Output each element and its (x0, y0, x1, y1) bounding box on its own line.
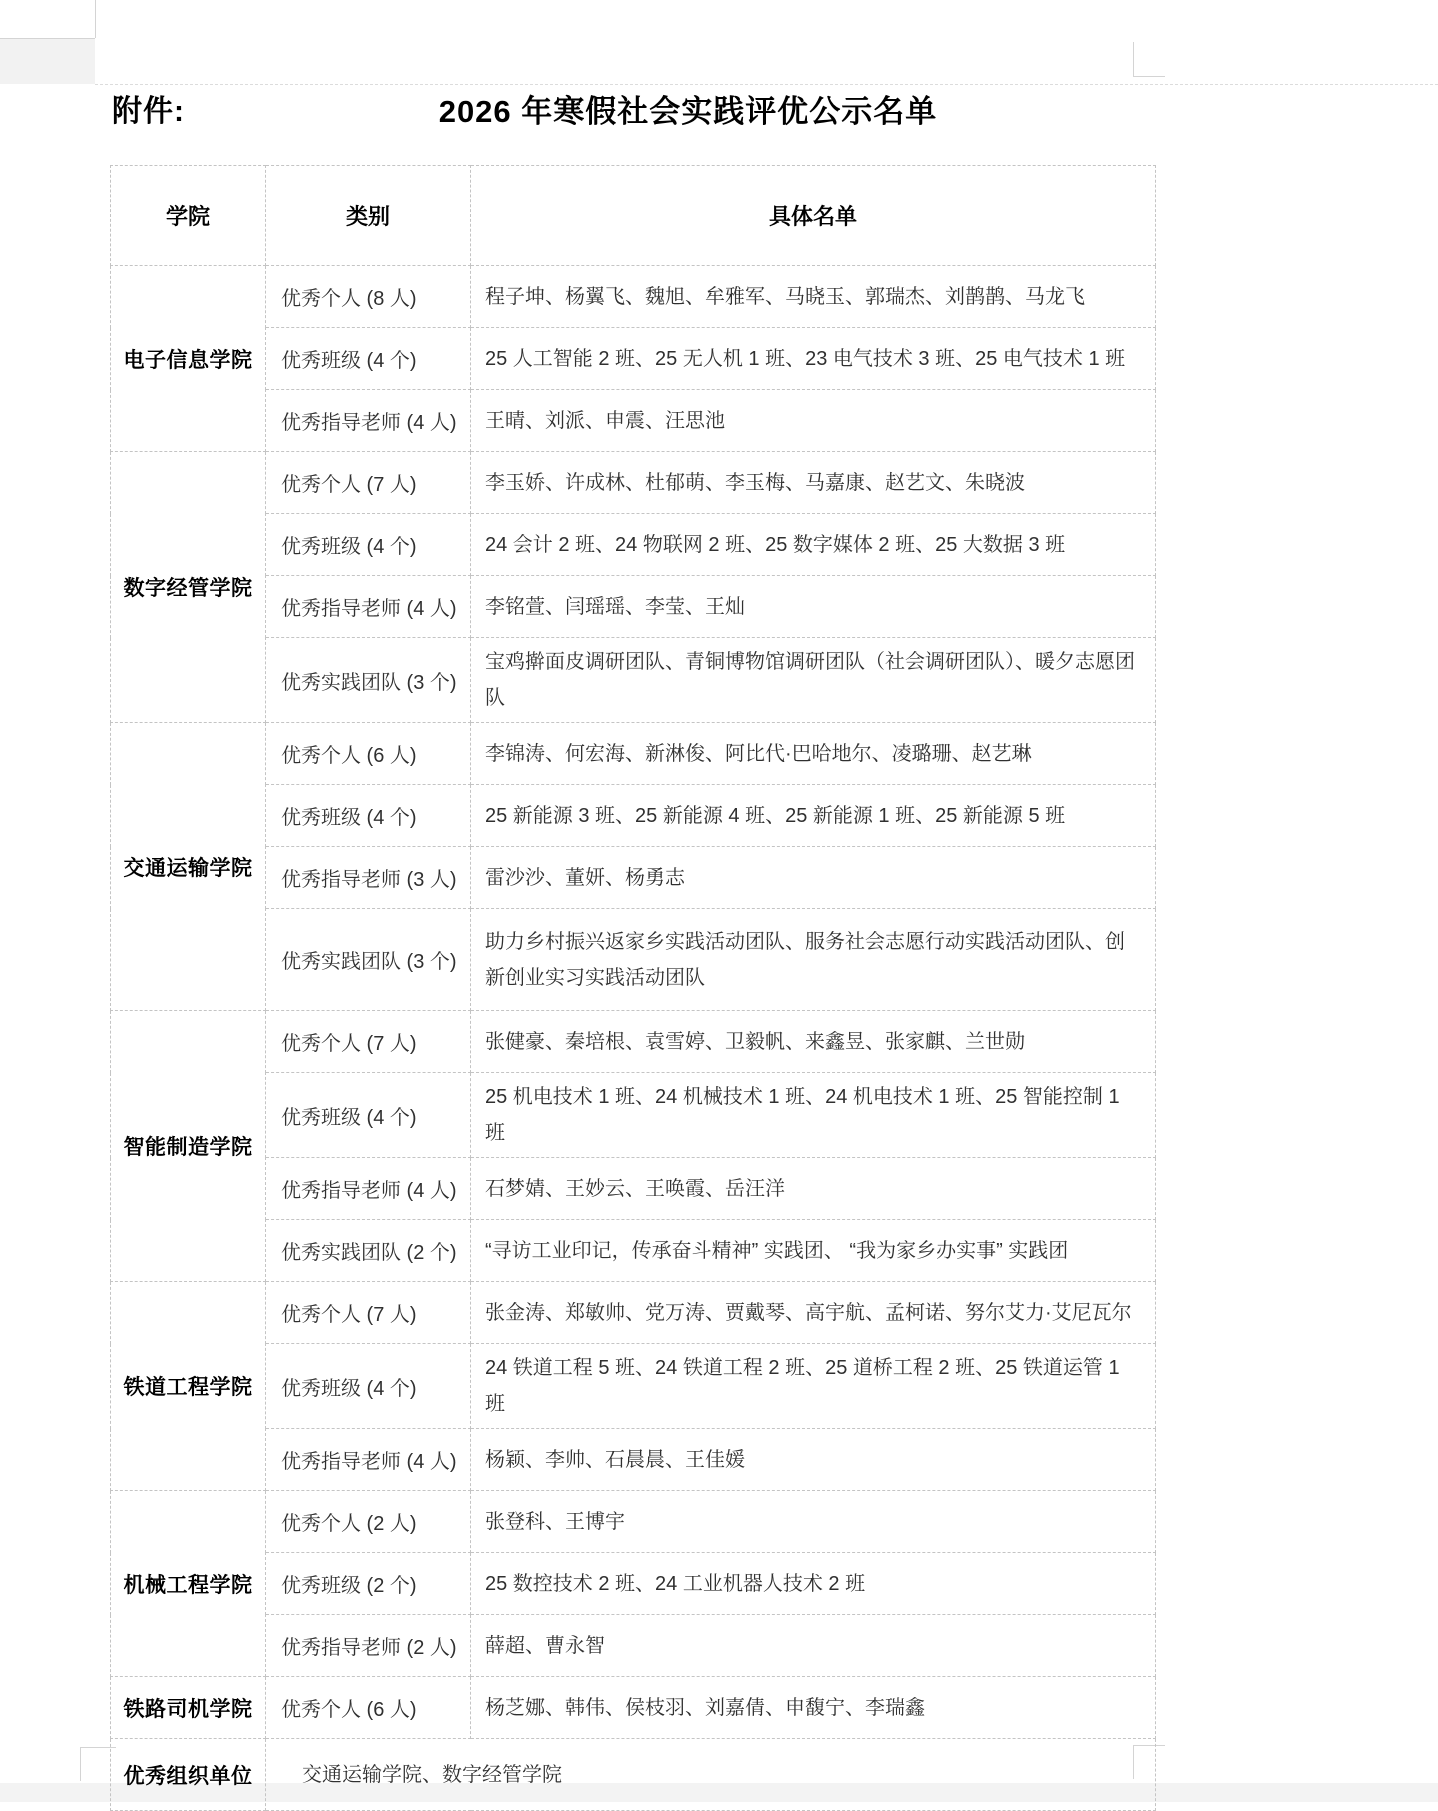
page-corner-mark (1133, 76, 1165, 77)
college-cell: 智能制造学院 (111, 1011, 266, 1282)
category-cell: 优秀指导老师 (3 人) (266, 847, 471, 909)
college-cell: 铁道工程学院 (111, 1282, 266, 1491)
table-row (111, 1429, 1156, 1491)
table-row (111, 1073, 1156, 1158)
detail-cell: 25 新能源 3 班、25 新能源 4 班、25 新能源 1 班、25 新能源 5 班 (471, 785, 1156, 847)
table-row (111, 576, 1156, 638)
text-boundary-line (95, 84, 1438, 85)
table-row (111, 1344, 1156, 1429)
category-cell: 优秀班级 (4 个) (266, 1344, 471, 1429)
detail-cell: 雷沙沙、董妍、杨勇志 (471, 847, 1156, 909)
category-cell: 优秀实践团队 (3 个) (266, 909, 471, 1011)
table-row (111, 1491, 1156, 1553)
detail-cell: 24 会计 2 班、24 物联网 2 班、25 数字媒体 2 班、25 大数据 3 班 (471, 514, 1156, 576)
detail-cell: 助力乡村振兴返家乡实践活动团队、服务社会志愿行动实践活动团队、创新创业实习实践活动团队 (471, 909, 1156, 1011)
footer-label-cell: 优秀组织单位 (111, 1739, 266, 1811)
doc-header (112, 86, 1135, 131)
table-row (111, 723, 1156, 785)
header-cell-detail: 具体名单 (471, 166, 1156, 266)
detail-cell: 石梦婧、王妙云、王唤霞、岳汪洋 (471, 1158, 1156, 1220)
header-cell-category: 类别 (266, 166, 471, 266)
category-cell: 优秀实践团队 (2 个) (266, 1220, 471, 1282)
category-cell: 优秀班级 (4 个) (266, 514, 471, 576)
table-row (111, 1282, 1156, 1344)
table-row (111, 390, 1156, 452)
category-cell: 优秀指导老师 (4 人) (266, 576, 471, 638)
attachment-label: 附件: (112, 95, 185, 128)
footer-detail-cell: 交通运输学院、数字经管学院 (266, 1739, 1156, 1811)
category-cell: 优秀班级 (4 个) (266, 328, 471, 390)
detail-cell: 杨颖、李帅、石晨晨、王佳媛 (471, 1429, 1156, 1491)
table-row (111, 847, 1156, 909)
category-cell: 优秀指导老师 (4 人) (266, 1429, 471, 1491)
table-row (111, 909, 1156, 1011)
category-cell: 优秀指导老师 (4 人) (266, 1158, 471, 1220)
table-header-row (111, 166, 1156, 266)
detail-cell: “寻访工业印记，传承奋斗精神” 实践团、 “我为家乡办实事” 实践团 (471, 1220, 1156, 1282)
table-row (111, 1615, 1156, 1677)
table-row (111, 1553, 1156, 1615)
detail-cell: 25 数控技术 2 班、24 工业机器人技术 2 班 (471, 1553, 1156, 1615)
page-gutter-top-left (0, 39, 95, 84)
category-cell: 优秀班级 (2 个) (266, 1553, 471, 1615)
category-cell: 优秀个人 (8 人) (266, 266, 471, 328)
page-corner-mark (0, 38, 95, 39)
table-row (111, 266, 1156, 328)
table-row (111, 785, 1156, 847)
college-cell: 电子信息学院 (111, 266, 266, 452)
category-cell: 优秀班级 (4 个) (266, 1073, 471, 1158)
detail-cell: 25 人工智能 2 班、25 无人机 1 班、23 电气技术 3 班、25 电气技术 1 班 (471, 328, 1156, 390)
detail-cell: 李锦涛、何宏海、新淋俊、阿比代·巴哈地尔、凌璐珊、赵艺琳 (471, 723, 1156, 785)
detail-cell: 张登科、王博宇 (471, 1491, 1156, 1553)
college-cell: 交通运输学院 (111, 723, 266, 1011)
college-cell: 机械工程学院 (111, 1491, 266, 1677)
category-cell: 优秀实践团队 (3 个) (266, 638, 471, 723)
category-cell: 优秀个人 (6 人) (266, 723, 471, 785)
table-row (111, 638, 1156, 723)
table-row (111, 328, 1156, 390)
category-cell: 优秀个人 (7 人) (266, 452, 471, 514)
category-cell: 优秀个人 (7 人) (266, 1282, 471, 1344)
category-cell: 优秀个人 (6 人) (266, 1677, 471, 1739)
detail-cell: 薛超、曹永智 (471, 1615, 1156, 1677)
table-row (111, 1158, 1156, 1220)
table-row (111, 1677, 1156, 1739)
detail-cell: 程子坤、杨翼飞、魏旭、牟雅军、马晓玉、郭瑞杰、刘鹊鹊、马龙飞 (471, 266, 1156, 328)
detail-cell: 25 机电技术 1 班、24 机械技术 1 班、24 机电技术 1 班、25 智能控制 1 班 (471, 1073, 1156, 1158)
detail-cell: 张健豪、秦培根、袁雪婷、卫毅帆、来鑫昱、张家麒、兰世勋 (471, 1011, 1156, 1073)
category-cell: 优秀指导老师 (2 人) (266, 1615, 471, 1677)
detail-cell: 李铭萱、闫瑶瑶、李莹、王灿 (471, 576, 1156, 638)
page-corner-mark (95, 0, 96, 38)
detail-cell: 宝鸡擀面皮调研团队、青铜博物馆调研团队（社会调研团队）、暖夕志愿团队 (471, 638, 1156, 723)
detail-cell: 王晴、刘派、申震、汪思池 (471, 390, 1156, 452)
category-cell: 优秀个人 (2 人) (266, 1491, 471, 1553)
page-corner-mark (1133, 42, 1134, 76)
page-corner-mark (80, 1747, 81, 1781)
category-cell: 优秀班级 (4 个) (266, 785, 471, 847)
table-row (111, 1220, 1156, 1282)
category-cell: 优秀个人 (7 人) (266, 1011, 471, 1073)
roster-table (110, 165, 1156, 1811)
table-row (111, 514, 1156, 576)
college-cell: 数字经管学院 (111, 452, 266, 723)
college-cell: 铁路司机学院 (111, 1677, 266, 1739)
page-title: 2026 年寒假社会实践评优公示名单 (438, 94, 938, 129)
category-cell: 优秀指导老师 (4 人) (266, 390, 471, 452)
table-row (111, 1011, 1156, 1073)
table-row (111, 452, 1156, 514)
detail-cell: 张金涛、郑敏帅、党万涛、贾戴琴、高宇航、孟柯诺、努尔艾力·艾尼瓦尔 (471, 1282, 1156, 1344)
detail-cell: 杨芝娜、韩伟、侯枝羽、刘嘉倩、申馥宁、李瑞鑫 (471, 1677, 1156, 1739)
header-cell-college: 学院 (111, 166, 266, 266)
detail-cell: 李玉娇、许成林、杜郁萌、李玉梅、马嘉康、赵艺文、朱晓波 (471, 452, 1156, 514)
detail-cell: 24 铁道工程 5 班、24 铁道工程 2 班、25 道桥工程 2 班、25 铁道运管 1 班 (471, 1344, 1156, 1429)
table-row (111, 1739, 1156, 1811)
